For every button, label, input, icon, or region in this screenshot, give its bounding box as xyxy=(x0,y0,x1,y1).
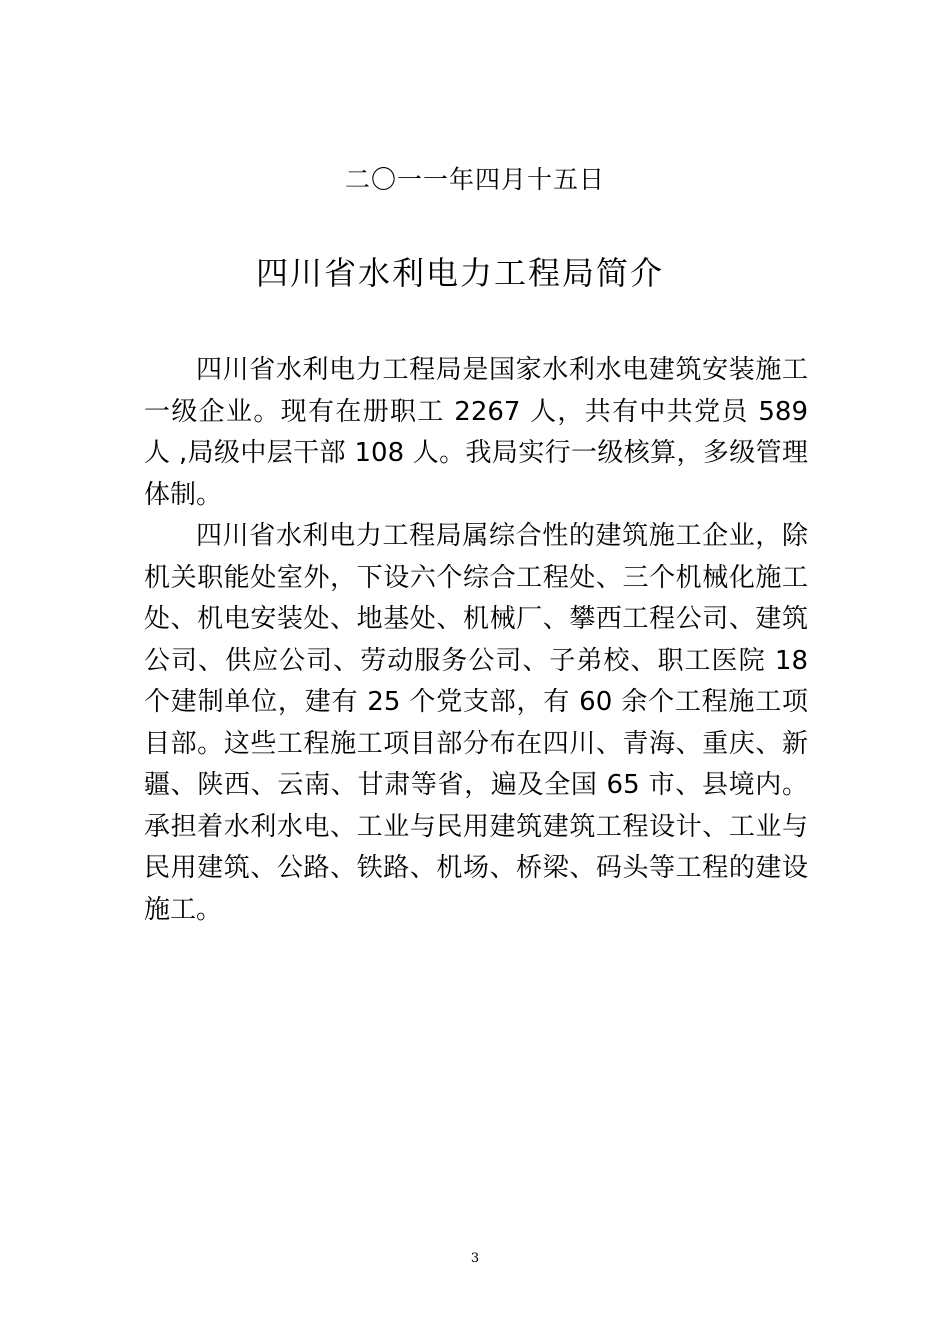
paragraph-intro: 四川省水利电力工程局是国家水利水电建筑安装施工一级企业。现有在册职工 2267 人，共有中共党员 589 人 ,局级中层干部 108 人。我局实行一级核算，多级管理体制。 xyxy=(144,355,808,510)
document-date: 二〇一一年四月十五日 xyxy=(344,165,605,194)
document-body xyxy=(144,350,808,931)
paragraph-organization: 四川省水利电力工程局属综合性的建筑施工企业，除机关职能处室外，下设六个综合工程处、三个机械化施工处、机电安装处、地基处、机械厂、攀西工程公司、建筑公司、供应公司、劳动服务公司、子弟校、职工医院 18 个建制单位，建有 25 个党支部，有 60 余个工程施工项目部。这些工程施工项目部分布在四川、青海、重庆、新疆、陕西、云南、甘肃等省，遍及全国 65 市、县境内。承担着水利水电、工业与民用建筑建筑工程设计、工业与民用建筑、公路、铁路、机场、桥梁、码头等工程的建设施工。 xyxy=(144,521,808,925)
page-number: 3 xyxy=(470,1251,480,1266)
document-title: 四川省水利电力工程局简介 xyxy=(255,254,664,292)
